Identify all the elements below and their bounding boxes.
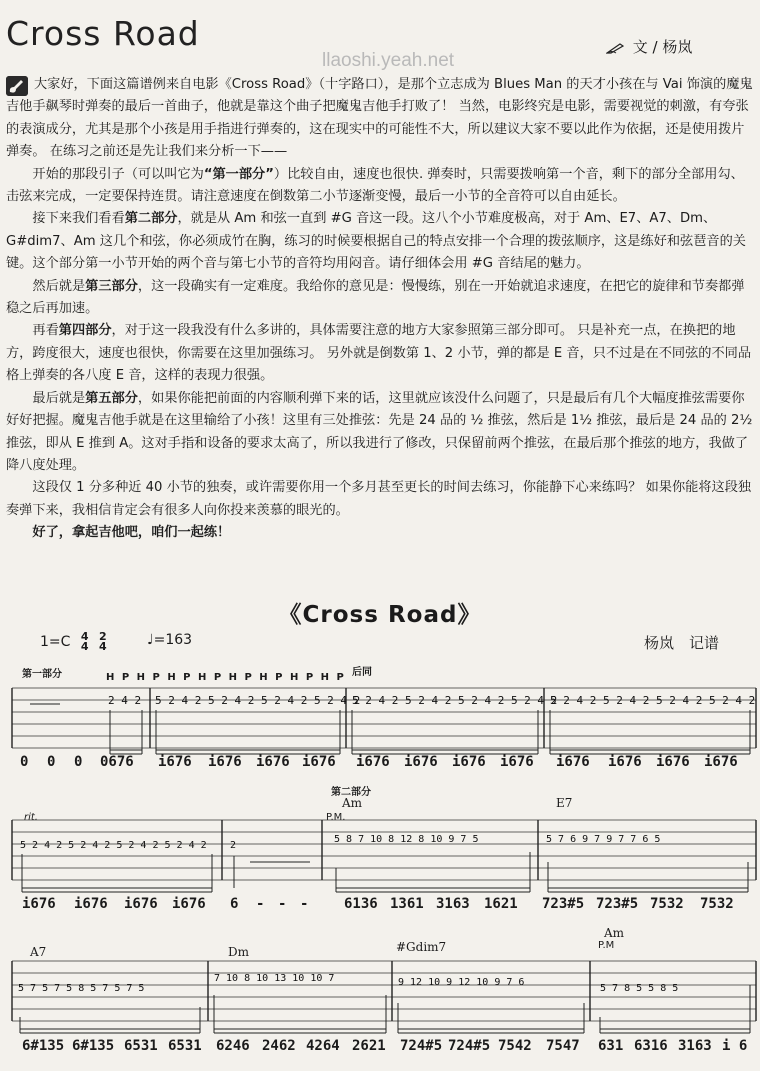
numbered-notation-row-3: 6#135 6#135 6531 6531 6246 2462 4264 2621 724#5 724#5 7542 7547 631 6316 3163 i 6 — [22, 1038, 748, 1054]
numbered-notation-row-2: i676 i676 i676 i676 6 - - - 6136 1361 3163 1621 723#5 723#5 7532 7532 — [22, 896, 734, 912]
chord-a7: A7 — [30, 945, 47, 959]
svg-text:5 2 4 2 5 2 4 2 5 2 4 2 5 2 4: 5 2 4 2 5 2 4 2 5 2 4 2 5 2 4 2 — [155, 694, 361, 707]
note-stems — [30, 704, 750, 754]
note-stems-2 — [22, 852, 748, 892]
svg-text:2: 2 — [230, 840, 237, 851]
paragraph-part5: 最后就是第五部分，如果你能把前面的内容顺利弹下来的话，这里就应该没什么问题了，只是最后有几个大幅度推弦需要你好好把握。魔鬼吉他手就是在这里输给了小孩！这里有三处推弦：先是 24 品的 ½ 推弦，然后是 1½ 推弦，最后是 24 品的 2½ 推弦，即从 E 推到 A。这对手指和设备的要求太高了，所以我进行了修改，只保留前两个推弦，在最后那个推弦的地方，我做了降八度处理。 — [6, 390, 753, 473]
chord-dm: Dm — [228, 945, 249, 959]
palm-mute-mark: P.M. — [326, 812, 346, 823]
svg-text:5 7 5 7 5 8 5 7 5 7 5: 5 7 5 7 5 8 5 7 5 7 5 — [18, 983, 145, 994]
section-label-2: 第二部分 — [331, 787, 371, 798]
chord-e7: E7 — [556, 796, 573, 810]
paragraph-closing: 好了，拿起吉他吧，咱们一起练！ — [32, 525, 231, 541]
numbered-notation-row-1: 0 0 0 0676 i676 i676 i676 i676 i676 i676 i676 i676 i676 i676 i676 i676 — [20, 754, 738, 770]
time-signature-2: 2 4 — [98, 630, 107, 653]
svg-text:5 2 4 2 5 2 4 2 5 2 4 2 5 2 4: 5 2 4 2 5 2 4 2 5 2 4 2 5 2 4 2 — [352, 694, 558, 707]
hammer-pull-marks: H P H P H P H P H P H P H P H P — [106, 672, 346, 683]
tab-staff-system-3 — [0, 955, 760, 1040]
svg-text:7 10 8 10 13 10 10 7: 7 10 8 10 13 10 10 7 — [214, 973, 335, 984]
svg-text:5 2 4 2 5 2 4 2 5 2 4 2 5 2 4: 5 2 4 2 5 2 4 2 5 2 4 2 5 2 4 2 — [550, 694, 756, 707]
repeat-mark: 后同 — [352, 667, 372, 678]
chord-gdim7: #Gdim7 — [396, 940, 447, 954]
paragraph-part2: 接下来我们看看第二部分，就是从 Am 和弦一直到 #G 音这一段。这八个小节难度极高，对于 Am、E7、A7、Dm、G#dim7、Am 这几个和弦，你必须成竹在胸，练习的时候要根据自己的特点安排一个合理的拨弦顺序，这是练好和弦琶音的关键。这个部分第一小节开始的两个音与第七小节的音符均用闷音。请仔细体会用 #G 音结尾的魅力。 — [6, 211, 746, 272]
key-signature: 1=C 4 4 2 4 — [40, 630, 107, 653]
time-signature-1: 4 4 — [80, 630, 89, 653]
arranger-credit: 杨岚 记谱 — [644, 634, 720, 652]
tab-staff-system-2 — [0, 812, 760, 907]
chord-am-2: Am — [604, 926, 625, 940]
svg-text:9 12 10 9 12 10 9 7 6: 9 12 10 9 12 10 9 7 6 — [398, 977, 525, 988]
paragraph-practice: 这段仅 1 分多种近 40 小节的独奏，或许需要你用一个多月甚至更长的时间去练习，你能静下心来练吗？ 如果你能将这段独奏弹下来，我相信肯定会有很多人向你投来羡慕的眼光的。 — [6, 480, 752, 518]
tab-fret-numbers-2 — [20, 834, 660, 851]
song-title: 《Cross Road》 — [278, 602, 482, 628]
watermark-text: llaoshi.yeah.net — [322, 50, 455, 71]
author-byline — [606, 36, 692, 57]
tab-fret-numbers — [108, 694, 755, 707]
article-body — [6, 74, 754, 545]
paragraph-part4: 再看第四部分，对于这一段我没有什么多讲的，具体需要注意的地方大家参照第三部分即可。 只是补充一点，在换把的地方，跨度很大，速度也很快，你需要在这里加强练习。 另外就是倒数第 1、2 小节，弹的都是 E 音，只不过是在不同弦的不同品格上弹奏的各八度 E 音，这样的表现力很强。 — [6, 323, 752, 384]
paragraph-intro: 大家好，下面这篇谱例来自电影《Cross Road》（十字路口），是那个立志成为 Blues Man 的天才小孩在与 Vai 饰演的魔鬼吉他手飙琴时弹奏的最后一首曲子，他就是靠这个曲子把魔鬼吉他手打败了！ 当然，电影终究是电影，需要视觉的刺激，有夸张的表演成分，尤其是那个小孩是用手指进行弹奏的，这在现实中的可能性不大，所以建议大家不要以此作为依据，还是使用拨片弹奏。 在练习之前还是先让我们来分析一下—— — [6, 77, 753, 160]
paragraph-part1: 开始的那段引子（可以叫它为“第一部分”）比较自由，速度也很快. 弹奏时，只需要拨响第一个音，剩下的部分全部用勾、击弦来完成，一定要保持连贯。请注意速度在倒数第二小节逐渐变慢，最后一小节的全音符可以自由延长。 — [6, 166, 744, 205]
section-label-1: 第一部分 — [22, 669, 62, 680]
svg-text:2 4 2: 2 4 2 — [108, 694, 142, 707]
pen-icon — [606, 42, 624, 54]
palm-mute-mark-2: P.M — [598, 940, 615, 951]
svg-text:5 7 8 5 5 8 5: 5 7 8 5 5 8 5 — [600, 983, 679, 994]
paragraph-part3: 然后就是第三部分，这一段确实有一定难度。我给你的意见是：慢慢练，别在一开始就追求速度，在把它的旋律和节奏都弹稳之后再加速。 — [6, 278, 745, 317]
svg-text:5 2 4 2 5 2 4 2 5 2 4 2 5 2 4: 5 2 4 2 5 2 4 2 5 2 4 2 5 2 4 2 — [20, 840, 207, 851]
svg-text:5 7 6 9 7 9 7 7 6 5: 5 7 6 9 7 9 7 7 6 5 — [546, 834, 661, 845]
tab-fret-numbers-3 — [18, 973, 678, 994]
page-title: Cross Road — [6, 14, 200, 53]
svg-text:5 8 7 10 8 12 8 10 9 7 5: 5 8 7 10 8 12 8 10 9 7 5 — [334, 834, 479, 845]
rit-mark: rit. — [24, 812, 38, 823]
tempo-mark: ♩=163 — [147, 632, 193, 648]
chord-am: Am — [342, 796, 363, 810]
author-name: 文 / 杨岚 — [632, 38, 693, 56]
